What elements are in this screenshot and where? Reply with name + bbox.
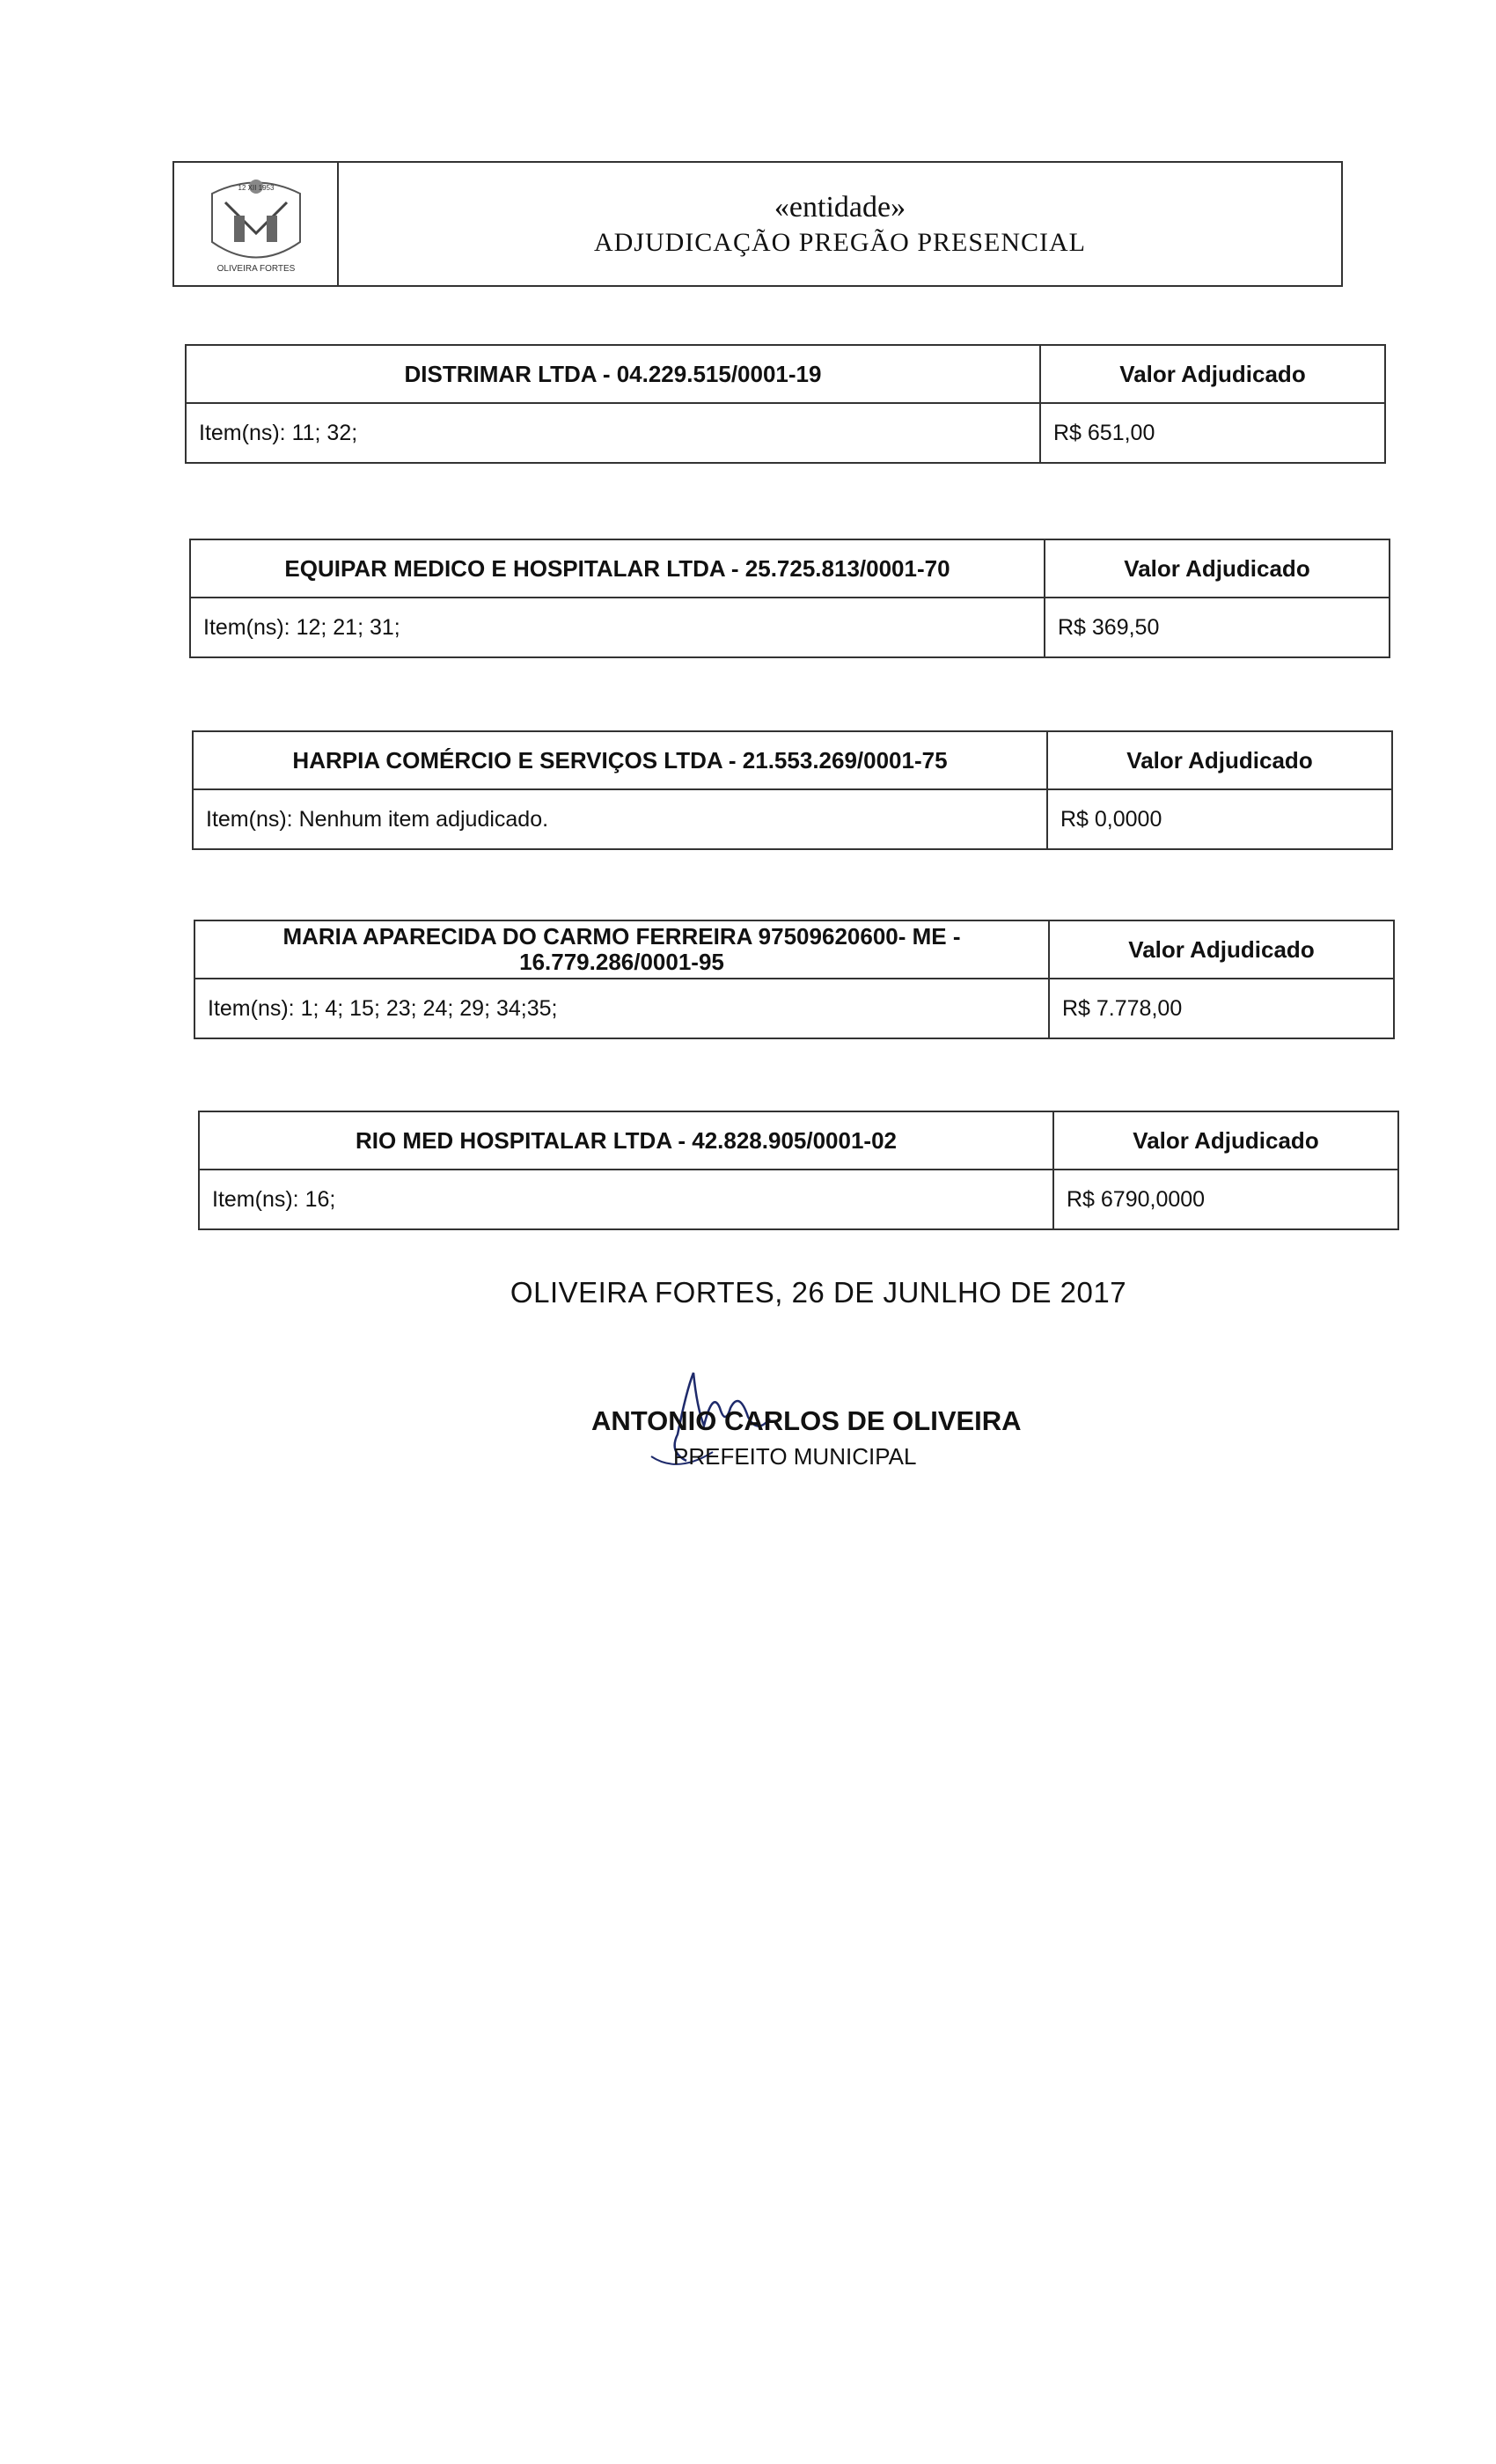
vendor-value: R$ 6790,0000 bbox=[1067, 1186, 1206, 1212]
value-header: Valor Adjudicado bbox=[1048, 732, 1391, 790]
vendor-box bbox=[192, 730, 1393, 850]
date-line: OLIVEIRA FORTES, 26 DE JUNLHO DE 2017 bbox=[510, 1276, 1127, 1309]
value-header: Valor Adjudicado bbox=[1054, 1112, 1397, 1170]
title-cell bbox=[339, 163, 1341, 285]
vendor-box bbox=[185, 344, 1386, 464]
vendor-name: RIO MED HOSPITALAR LTDA - 42.828.905/0001-02 bbox=[200, 1112, 1054, 1170]
vendor-box bbox=[194, 920, 1395, 1039]
vendor-value: R$ 369,50 bbox=[1058, 614, 1160, 640]
municipal-coat-of-arms-icon bbox=[186, 167, 326, 282]
logo-cell bbox=[174, 163, 339, 285]
value-header: Valor Adjudicado bbox=[1041, 346, 1384, 404]
logo-text: OLIVEIRA FORTES bbox=[216, 263, 295, 274]
vendor-name: MARIA APARECIDA DO CARMO FERREIRA 97509620600- ME - 16.779.286/0001-95 bbox=[195, 921, 1050, 979]
vendor-value: R$ 0,0000 bbox=[1060, 806, 1162, 832]
vendor-value: R$ 651,00 bbox=[1053, 420, 1155, 445]
vendor-name: EQUIPAR MEDICO E HOSPITALAR LTDA - 25.725.813/0001-70 bbox=[191, 540, 1045, 598]
document-header bbox=[172, 161, 1343, 287]
value-header: Valor Adjudicado bbox=[1045, 540, 1389, 598]
vendor-value: R$ 7.778,00 bbox=[1062, 995, 1183, 1021]
vendor-items: Item(ns): 11; 32; bbox=[187, 404, 1041, 462]
vendor-items: Item(ns): 1; 4; 15; 23; 24; 29; 34;35; bbox=[195, 979, 1050, 1038]
vendor-items: Item(ns): 16; bbox=[200, 1170, 1054, 1228]
vendor-box bbox=[198, 1111, 1399, 1230]
vendor-items: Item(ns): Nenhum item adjudicado. bbox=[194, 790, 1048, 848]
entity-title: «entidade» bbox=[774, 190, 906, 224]
logo-date: 12 XII 1953 bbox=[238, 183, 274, 192]
signer-role: PREFEITO MUNICIPAL bbox=[673, 1443, 917, 1470]
vendor-name: HARPIA COMÉRCIO E SERVIÇOS LTDA - 21.553.269/0001-75 bbox=[194, 732, 1048, 790]
vendor-box bbox=[189, 539, 1390, 658]
vendor-name: DISTRIMAR LTDA - 04.229.515/0001-19 bbox=[187, 346, 1041, 404]
signer-name: ANTONIO CARLOS DE OLIVEIRA bbox=[591, 1405, 1022, 1436]
vendor-items: Item(ns): 12; 21; 31; bbox=[191, 598, 1045, 656]
document-subtitle: ADJUDICAÇÃO PREGÃO PRESENCIAL bbox=[593, 227, 1087, 257]
value-header: Valor Adjudicado bbox=[1050, 921, 1393, 979]
